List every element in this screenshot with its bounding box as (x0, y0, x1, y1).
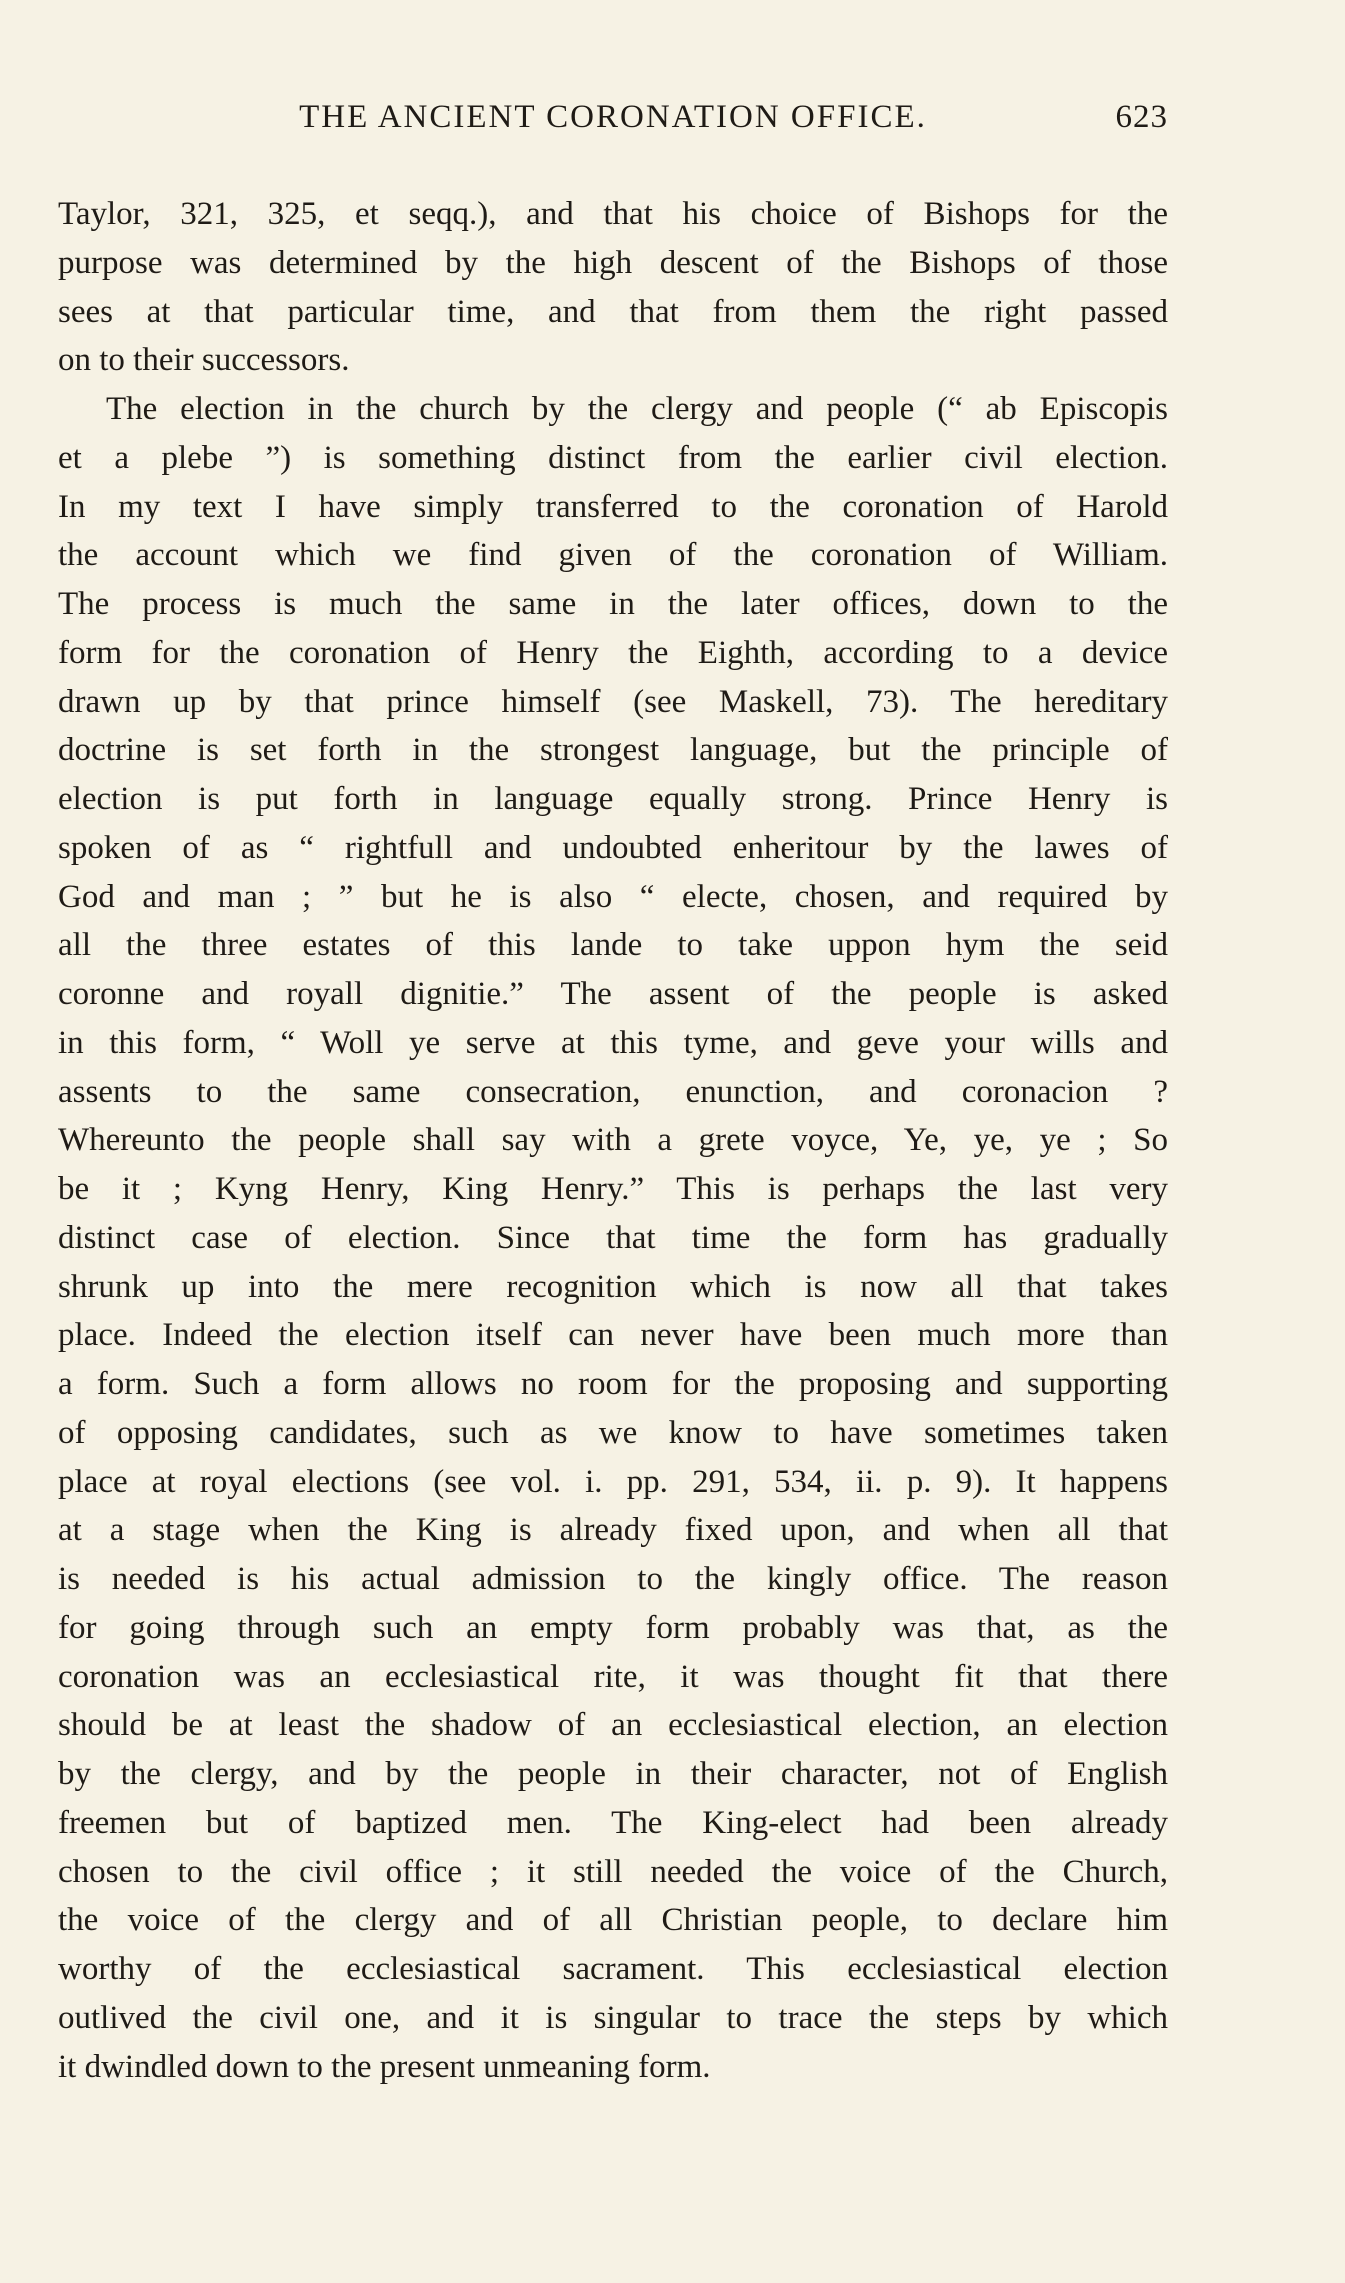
text-line: spoken of as “ rightfull and undoubted enheritour by the lawes of (58, 829, 1168, 866)
paragraph-1 (58, 190, 1168, 385)
text-line: chosen to the civil office ; it still needed the voice of the Church, (58, 1853, 1168, 1890)
text-line: all the three estates of this lande to take uppon hym the seid (58, 927, 1168, 964)
text-line: on to their successors. (58, 342, 350, 379)
text-line: God and man ; ” but he is also “ electe, chosen, and required by (58, 878, 1168, 915)
text-line: by the clergy, and by the people in their character, not of English (58, 1756, 1168, 1792)
text-line: of opposing candidates, such as we know to have sometimes taken (58, 1414, 1168, 1451)
text-line: freemen but of baptized men. The King-elect had been already (58, 1804, 1168, 1841)
text-line: worthy of the ecclesiastical sacrament. This ecclesiastical election (58, 1951, 1168, 1987)
text-line: a form. Such a form allows no room for the proposing and supporting (58, 1366, 1168, 1402)
text-line: for going through such an empty form probably was that, as the (58, 1609, 1168, 1646)
text-line: be it ; Kyng Henry, King Henry.” This is perhaps the last very (58, 1171, 1168, 1207)
text-line: coronne and royall dignitie.” The assent of the people is asked (58, 976, 1168, 1012)
text-line: In my text I have simply transferred to the coronation of Harold (58, 488, 1168, 525)
text-line: in this form, “ Woll ye serve at this tyme, and geve your wills and (58, 1024, 1168, 1061)
text-line: drawn up by that prince himself (see Maskell, 73). The hereditary (58, 683, 1168, 720)
text-line: the account which we find given of the coronation of William. (58, 537, 1168, 574)
text-line: doctrine is set forth in the strongest language, but the principle of (58, 732, 1168, 769)
running-title: THE ANCIENT CORONATION OFFICE. (299, 99, 927, 135)
text-line: sees at that particular time, and that from them the right passed (58, 293, 1168, 330)
text-line: et a plebe ”) is something distinct from the earlier civil election. (58, 439, 1168, 476)
paragraph-2 (58, 385, 1168, 2091)
page-number: 623 (1115, 99, 1168, 135)
text-line: outlived the civil one, and it is singular to trace the steps by which (58, 1999, 1168, 2036)
text-line: place at royal elections (see vol. i. pp. 291, 534, ii. p. 9). It happens (58, 1463, 1168, 1500)
text-line: The election in the church by the clergy and people (“ ab Episcopis (106, 391, 1168, 427)
text-line: the voice of the clergy and of all Christian people, to declare him (58, 1902, 1168, 1939)
text-line: distinct case of election. Since that time the form has gradually (58, 1219, 1168, 1256)
text-line: Taylor, 321, 325, et seqq.), and that his choice of Bishops for the (58, 196, 1168, 232)
text-line: form for the coronation of Henry the Eighth, according to a device (58, 634, 1168, 671)
text-line: should be at least the shadow of an ecclesiastical election, an election (58, 1707, 1168, 1744)
text-line: coronation was an ecclesiastical rite, it was thought fit that there (58, 1658, 1168, 1695)
text-line: place. Indeed the election itself can never have been much more than (58, 1317, 1168, 1354)
text-line: assents to the same consecration, enunction, and coronacion ? (58, 1073, 1168, 1110)
text-line: Whereunto the people shall say with a grete voyce, Ye, ye, ye ; So (58, 1122, 1168, 1159)
text-line: The process is much the same in the later offices, down to the (58, 586, 1168, 622)
text-line: it dwindled down to the present unmeaning form. (58, 2048, 711, 2085)
text-line: election is put forth in language equally strong. Prince Henry is (58, 781, 1168, 817)
text-line: shrunk up into the mere recognition which is now all that takes (58, 1268, 1168, 1305)
running-head (58, 97, 1168, 137)
text-line: purpose was determined by the high descent of the Bishops of those (58, 244, 1168, 281)
body-text (58, 190, 1168, 2091)
text-line: is needed is his actual admission to the kingly office. The reason (58, 1561, 1168, 1597)
text-line: at a stage when the King is already fixed upon, and when all that (58, 1512, 1168, 1549)
